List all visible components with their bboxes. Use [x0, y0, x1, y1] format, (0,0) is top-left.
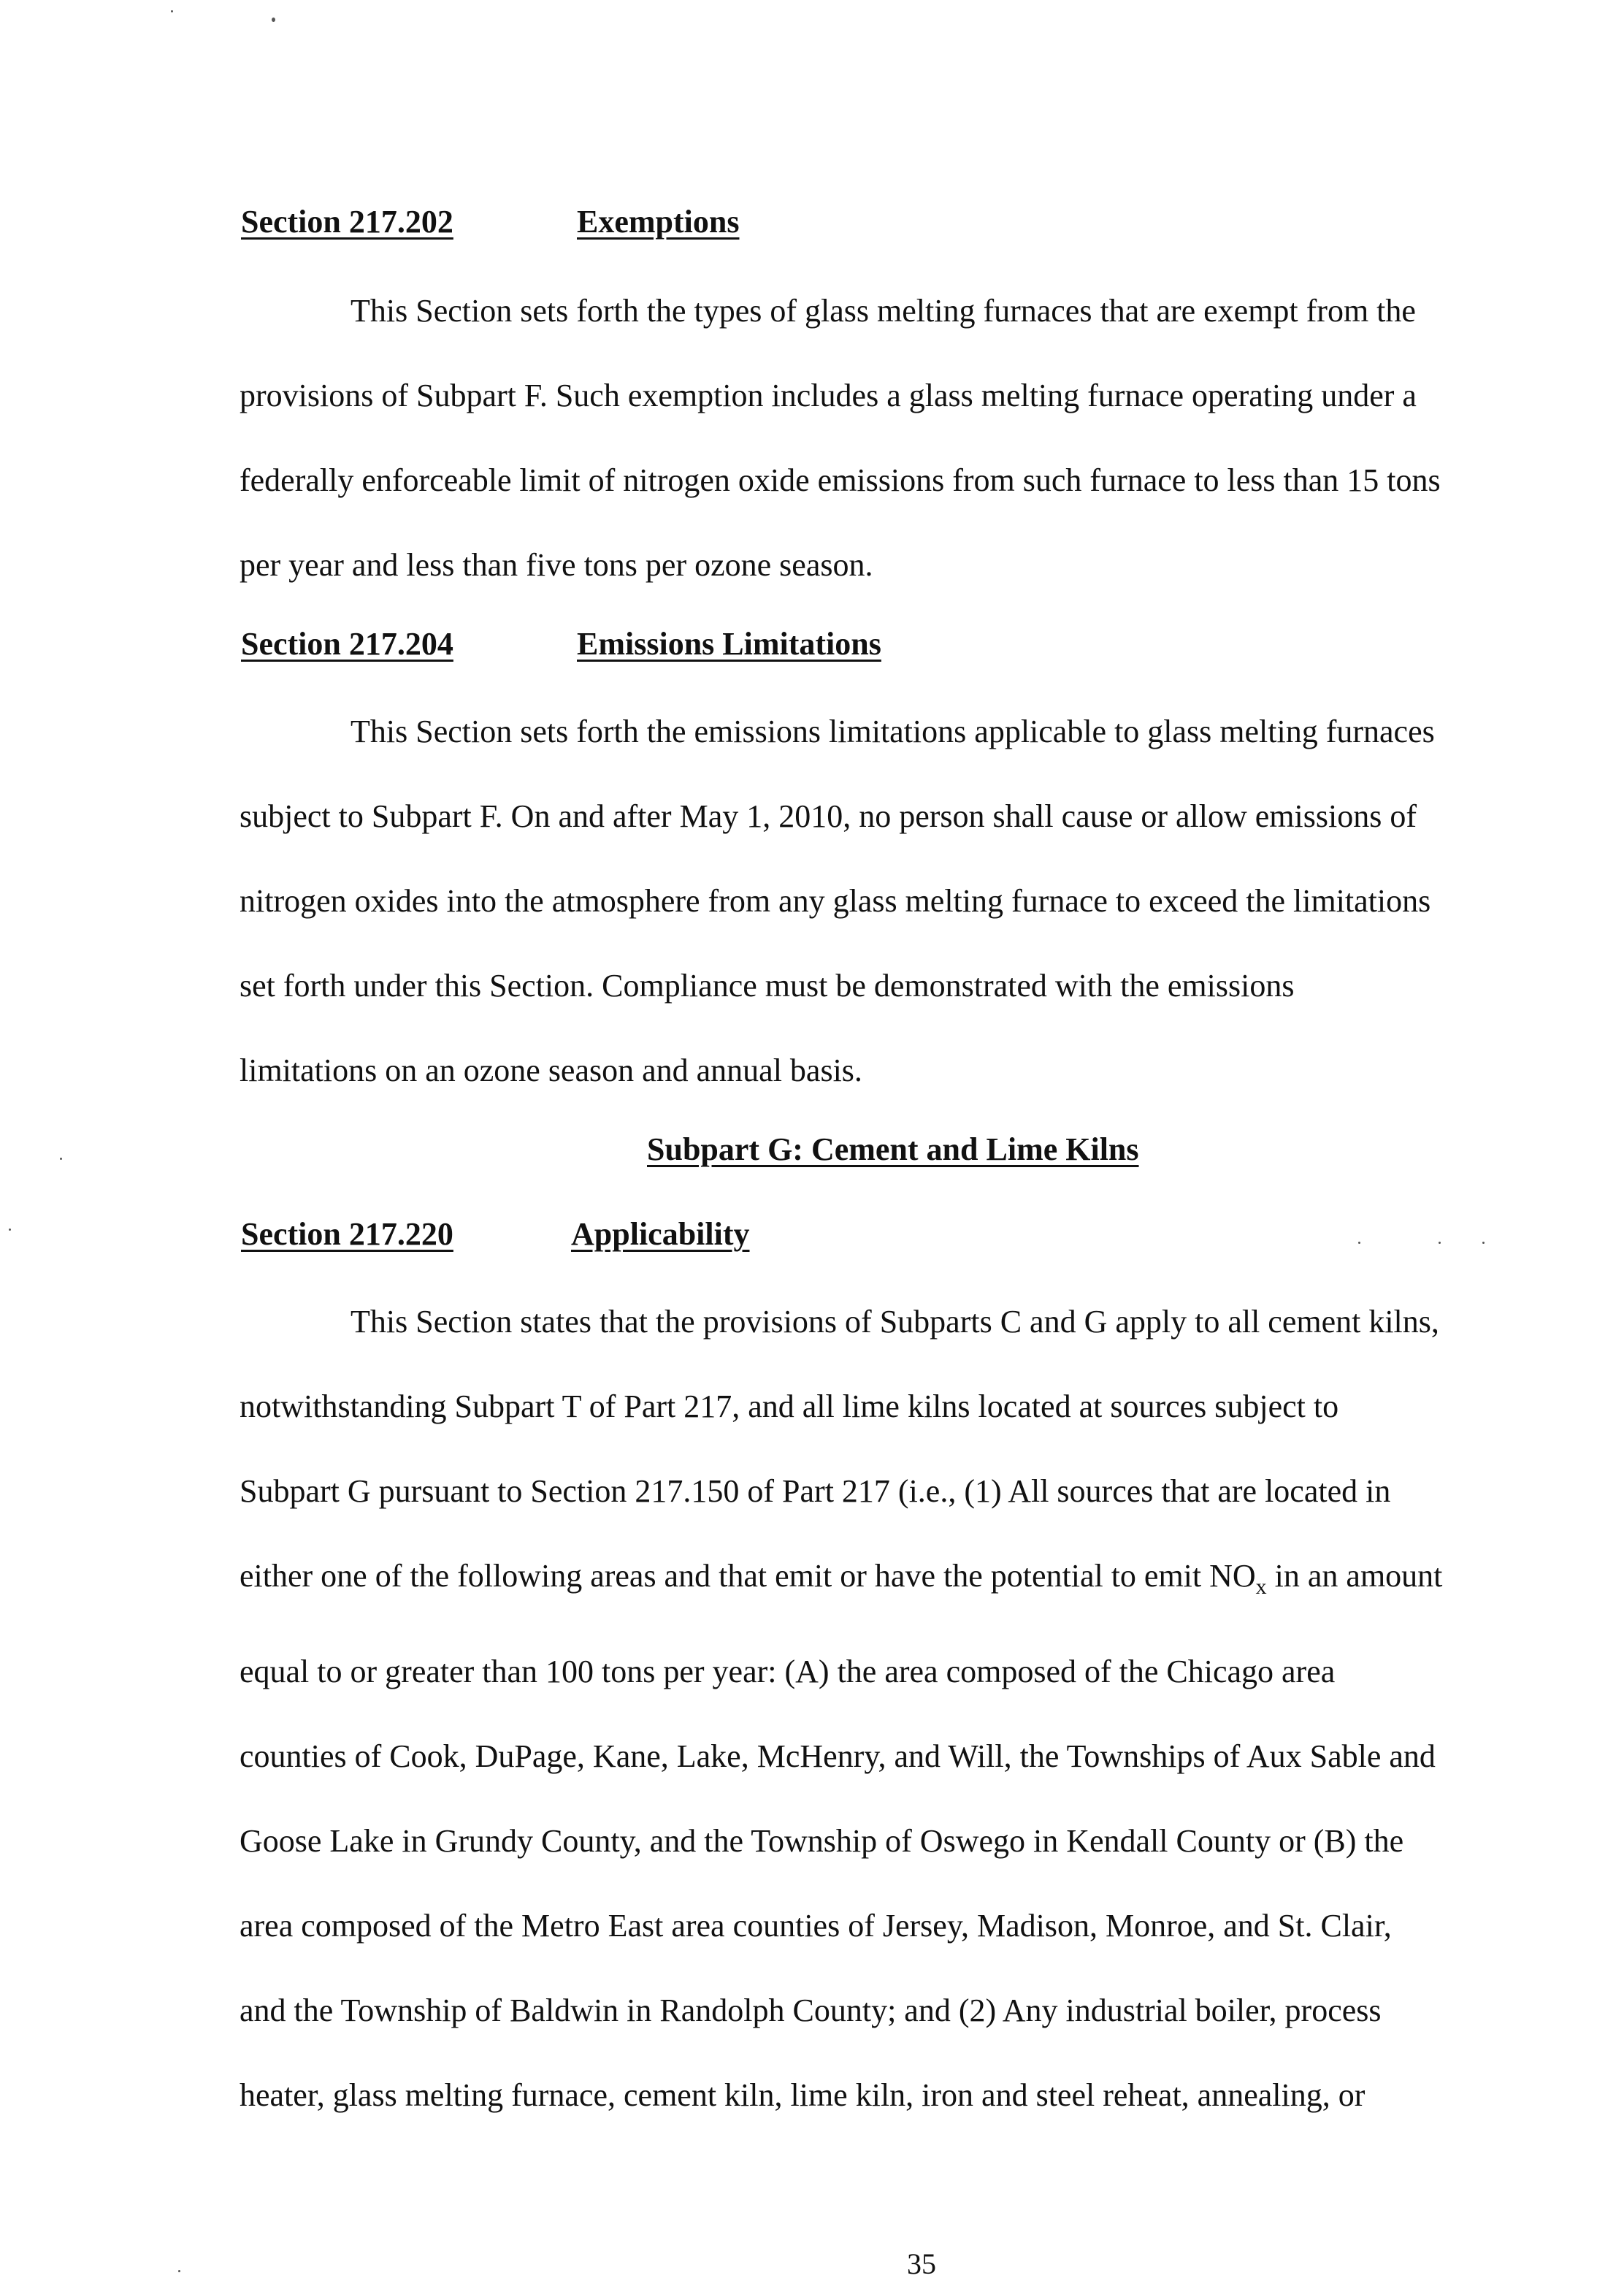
section-title: Emissions Limitations — [577, 626, 881, 662]
paragraph-line: set forth under this Section. Compliance must be demonstrated with the emissions — [240, 968, 1295, 1004]
paragraph-line: area composed of the Metro East area counties of Jersey, Madison, Monroe, and St. Clair, — [240, 1907, 1392, 1944]
paragraph-line: equal to or greater than 100 tons per year: (A) the area composed of the Chicago area — [240, 1653, 1336, 1689]
scan-speck — [272, 18, 275, 22]
section-paragraph — [240, 269, 1620, 608]
paragraph-line: provisions of Subpart F. Such exemption includes a glass melting furnace operating under a — [240, 378, 1417, 413]
section-number: Section 217.202 — [241, 204, 453, 240]
paragraph-line: per year and less than five tons per ozone season. — [240, 547, 873, 583]
paragraph-line: and the Township of Baldwin in Randolph County; and (2) Any industrial boiler, process — [240, 1992, 1382, 2028]
section-title: Applicability — [571, 1216, 750, 1252]
section-number: Section 217.220 — [241, 1216, 453, 1252]
paragraph-line: notwithstanding Subpart T of Part 217, and all lime kilns located at sources subject to — [240, 1388, 1339, 1424]
paragraph-line: Goose Lake in Grundy County, and the Township of Oswego in Kendall County or (B) the — [240, 1822, 1404, 1859]
scan-speck — [1358, 1242, 1360, 1244]
paragraph-line: subject to Subpart F. On and after May 1, 2010, no person shall cause or allow emissions of — [240, 798, 1417, 834]
scan-speck — [1482, 1242, 1485, 1244]
paragraph-line-nox — [240, 1534, 1620, 1629]
section-paragraph — [240, 689, 1620, 1113]
page-number: 35 — [907, 2247, 936, 2280]
scan-speck — [178, 2270, 180, 2272]
scan-speck — [1439, 1242, 1441, 1244]
scan-speck — [171, 10, 173, 12]
section-heading — [241, 203, 740, 240]
section-heading — [241, 625, 881, 662]
subpart-heading: Subpart G: Cement and Lime Kilns — [647, 1131, 1139, 1167]
paragraph-line: counties of Cook, DuPage, Kane, Lake, McHenry, and Will, the Townships of Aux Sable and — [240, 1738, 1436, 1774]
nox-line-before: either one of the following areas and that emit or have the potential to emit NO — [240, 1558, 1256, 1594]
paragraph-line: limitations on an ozone season and annual basis. — [240, 1052, 862, 1088]
section-paragraph — [240, 1280, 1620, 2138]
paragraph-line: This Section sets forth the types of glass melting furnaces that are exempt from the — [351, 293, 1416, 329]
paragraph-line: Subpart G pursuant to Section 217.150 of Part 217 (i.e., (1) All sources that are located in — [240, 1473, 1391, 1509]
scan-speck — [60, 1158, 62, 1160]
paragraph-line: federally enforceable limit of nitrogen oxide emissions from such furnace to less than 15 tons — [240, 462, 1441, 498]
section-heading — [241, 1215, 750, 1253]
scan-speck — [9, 1229, 11, 1231]
paragraph-line: nitrogen oxides into the atmosphere from any glass melting furnace to exceed the limitations — [240, 883, 1431, 919]
paragraph-line: This Section states that the provisions of Subparts C and G apply to all cement kilns, — [351, 1304, 1439, 1340]
paragraph-line: heater, glass melting furnace, cement kiln, lime kiln, iron and steel reheat, annealing, or — [240, 2076, 1366, 2113]
nox-line-after: in an amount — [1266, 1558, 1443, 1594]
nox-subscript: x — [1255, 1574, 1267, 1599]
paragraph-line: This Section sets forth the emissions limitations applicable to glass melting furnaces — [351, 714, 1435, 749]
section-number: Section 217.204 — [241, 626, 453, 662]
section-title: Exemptions — [577, 204, 740, 240]
